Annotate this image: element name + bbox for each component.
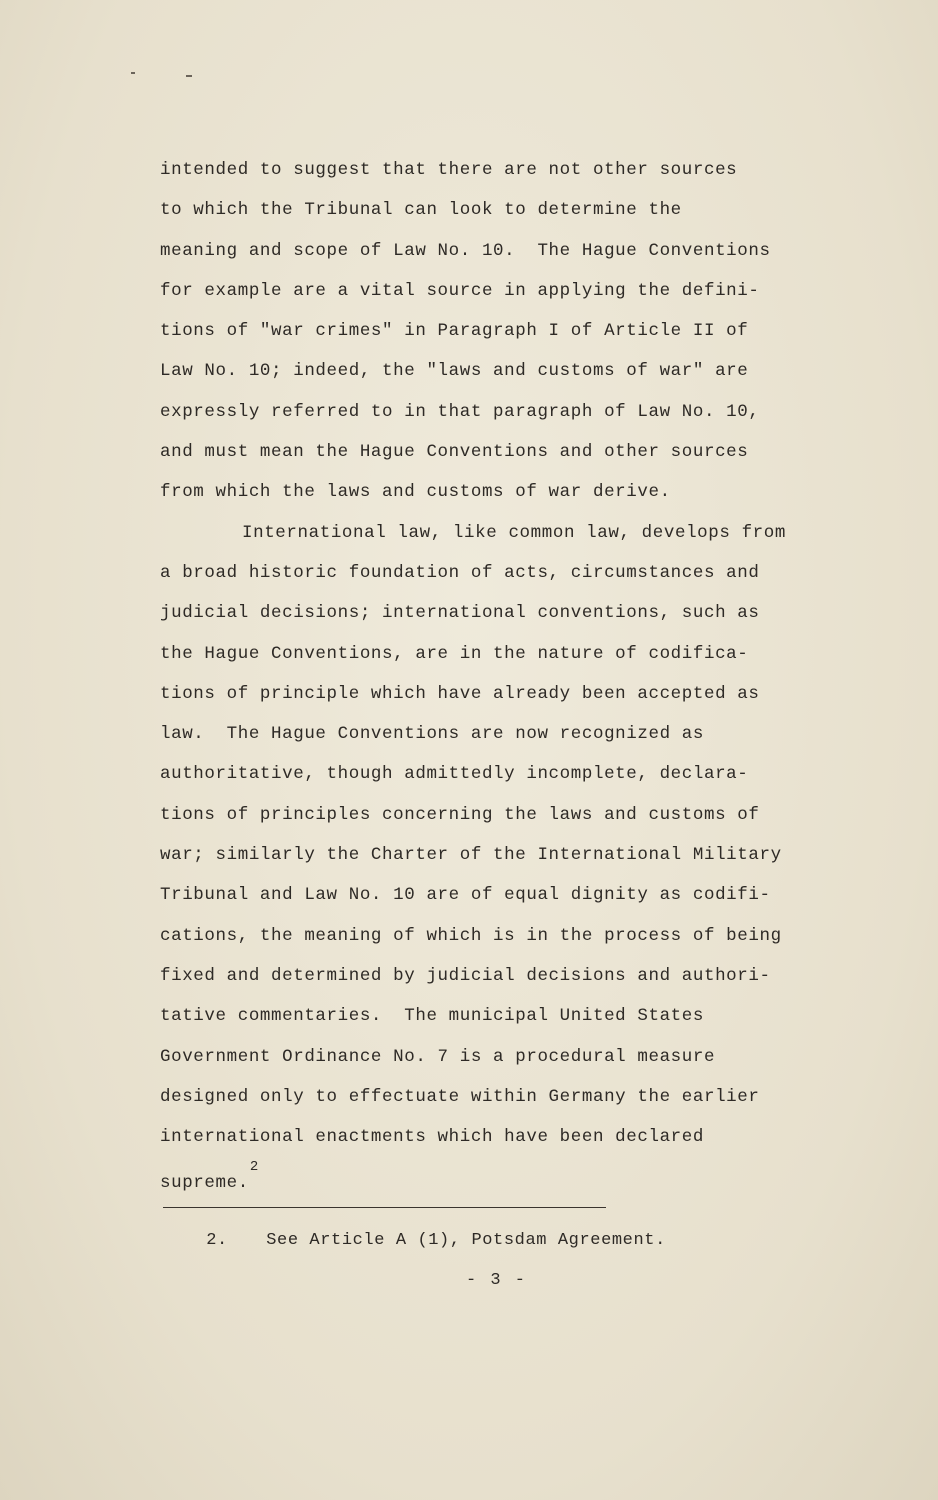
text-line: cations, the meaning of which is in the process of being (160, 925, 782, 946)
body-text (160, 150, 840, 1198)
footnote-number: 2. (206, 1231, 228, 1250)
text-line: intended to suggest that there are not other sources (160, 160, 738, 180)
text-line: judicial decisions; international conventions, such as (160, 603, 760, 624)
text-line: tions of "war crimes" in Paragraph I of Article II of (160, 321, 749, 342)
text-line: International law, like common law, develops from (242, 522, 786, 543)
stray-mark (186, 75, 192, 77)
footnote-separator (163, 1207, 606, 1208)
text-line-content: supreme. (160, 1173, 249, 1194)
stray-mark (131, 72, 135, 74)
text-line: expressly referred to in that paragraph of Law No. 10, (160, 401, 760, 422)
text-line: for example are a vital source in applying the defini- (160, 280, 760, 301)
text-line: and must mean the Hague Conventions and other sources (160, 442, 749, 463)
text-line: from which the laws and customs of war derive. (160, 482, 671, 503)
text-line: authoritative, though admittedly incomplete, declara- (160, 764, 749, 785)
text-line: Government Ordinance No. 7 is a procedural measure (160, 1046, 716, 1067)
footnote-text: See Article A (1), Potsdam Agreement. (266, 1231, 666, 1250)
text-line: Tribunal and Law No. 10 are of equal dignity as codifi- (160, 885, 771, 906)
text-line: Law No. 10; indeed, the "laws and customs of war" are (160, 361, 749, 382)
text-line-last (160, 1157, 840, 1197)
text-line: tions of principle which have already been accepted as (160, 683, 760, 704)
text-line: tions of principles concerning the laws and customs of (160, 804, 760, 825)
text-line: war; similarly the Charter of the International Military (160, 845, 782, 866)
page-number: - 3 - (466, 1271, 528, 1290)
text-line: tative commentaries. The municipal United States (160, 1006, 704, 1027)
text-line: designed only to effectuate within Germany the earlier (160, 1086, 760, 1107)
footnote-reference: 2 (249, 1159, 259, 1176)
text-line: law. The Hague Conventions are now recognized as (160, 724, 704, 745)
text-line: fixed and determined by judicial decisions and authori- (160, 965, 771, 986)
text-line: to which the Tribunal can look to determine the (160, 200, 682, 221)
footnote (163, 1212, 666, 1269)
text-line: a broad historic foundation of acts, circumstances and (160, 562, 760, 583)
text-line: international enactments which have been declared (160, 1127, 704, 1148)
text-line: the Hague Conventions, are in the nature of codifica- (160, 643, 749, 664)
text-line: meaning and scope of Law No. 10. The Hague Conventions (160, 240, 771, 261)
